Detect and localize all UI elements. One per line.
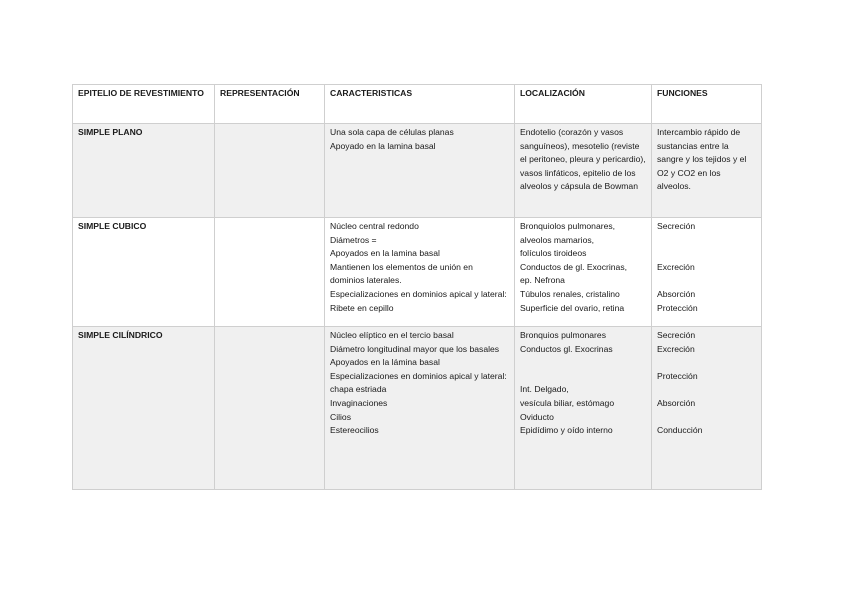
localizacion-line: vesícula biliar, estómago [520,397,615,408]
representacion-cell [215,218,325,327]
funcion-spacer [657,411,756,425]
funciones-cell [652,124,762,218]
table-header-row [73,85,762,124]
funcion-line: Conducción [657,425,703,436]
funciones-cell [652,218,762,327]
row-name-cell: SIMPLE CUBICO [73,218,215,327]
caracteristicas-cell [325,327,515,490]
header-caracteristicas: CARACTERISTICAS [325,85,515,124]
funcion-spacer [657,356,756,370]
header-epitelio: EPITELIO DE REVESTIMIENTO [73,85,215,124]
localizacion-spacer [520,356,646,370]
localizacion-spacer [520,370,646,384]
localizacion-line: Conductos gl. Exocrinas [520,343,613,354]
funcion-spacer [657,274,756,288]
funcion-line: Excreción [657,261,695,272]
localizacion-line: Oviducto [520,411,554,422]
table-row-simple-cilindrico [73,327,762,490]
caracteristica-line: Núcleo elíptico en el tercio basal [330,330,454,340]
localizacion-text: Endotelio (corazón y vasos sanguíneos), mesotelio (reviste el peritoneo, pleura y pericardio), vasos linfáticos, epitelio de los alveolos y cápsula de Bowman [520,127,646,192]
caracteristica-line: Especializaciones en dominios apical y lateral: chapa estriada [330,370,507,395]
funcion-line: Secreción [657,330,696,340]
caracteristicas-cell [325,218,515,327]
funcion-line: Excreción [657,343,695,354]
localizacion-line: Túbulos renales, cristalino [520,288,620,299]
funcion-line: Protección [657,302,698,313]
localizacion-line: alveolos mamarios, [520,234,595,245]
caracteristica-line: Estereocilios [330,425,379,436]
localizacion-line: Conductos de gl. Exocrinas, [520,261,628,272]
row-name-cell: SIMPLE PLANO [73,124,215,218]
funcion-spacer [657,247,756,261]
caracteristica-line: Especializaciones en dominios apical y lateral: Ribete en cepillo [330,288,507,313]
localizacion-line: Superficie del ovario, retina [520,302,625,313]
caracteristica-line: Una sola capa de células planas [330,127,454,137]
localizacion-line: Bronquiolos pulmonares, [520,221,616,231]
caracteristica-line: Cilios [330,411,352,422]
caracteristica-line: Diámetro longitudinal mayor que los basales [330,343,500,354]
localizacion-line: ep. Nefrona [520,275,565,286]
table-row-simple-cubico [73,218,762,327]
caracteristica-line: Apoyados en la lámina basal [330,357,440,368]
caracteristica-line: Diámetros = [330,234,377,245]
row-name-cell: SIMPLE CILÍNDRICO [73,327,215,490]
localizacion-cell [515,124,652,218]
header-localizacion: LOCALIZACIÓN [515,85,652,124]
localizacion-line: Int. Delgado, [520,384,569,395]
funciones-cell [652,327,762,490]
funcion-line: Absorción [657,288,696,299]
funciones-text: Intercambio rápido de sustancias entre la sangre y los tejidos y el O2 y CO2 en los alveolos. [657,127,747,192]
representacion-cell [215,327,325,490]
localizacion-line: Epidídimo y oído interno [520,425,613,436]
localizacion-cell [515,327,652,490]
localizacion-line: folículos tiroideos [520,248,587,259]
table-row-simple-plano [73,124,762,218]
funcion-line: Protección [657,370,698,381]
caracteristica-line: Mantienen los elementos de unión en dominios laterales. [330,261,473,286]
funcion-spacer [657,383,756,397]
header-funciones: FUNCIONES [652,85,762,124]
representacion-cell [215,124,325,218]
funcion-spacer [657,234,756,248]
epithelium-table [72,84,762,490]
funcion-line: Absorción [657,397,696,408]
localizacion-line: Bronquios pulmonares [520,330,606,340]
header-representacion: REPRESENTACIÓN [215,85,325,124]
caracteristica-line: Núcleo central redondo [330,221,419,231]
caracteristica-line: Invaginaciones [330,397,388,408]
caracteristicas-cell [325,124,515,218]
caracteristica-line: Apoyado en la lamina basal [330,140,436,151]
funcion-line: Secreción [657,221,696,231]
localizacion-cell [515,218,652,327]
caracteristica-line: Apoyados en la lamina basal [330,248,440,259]
